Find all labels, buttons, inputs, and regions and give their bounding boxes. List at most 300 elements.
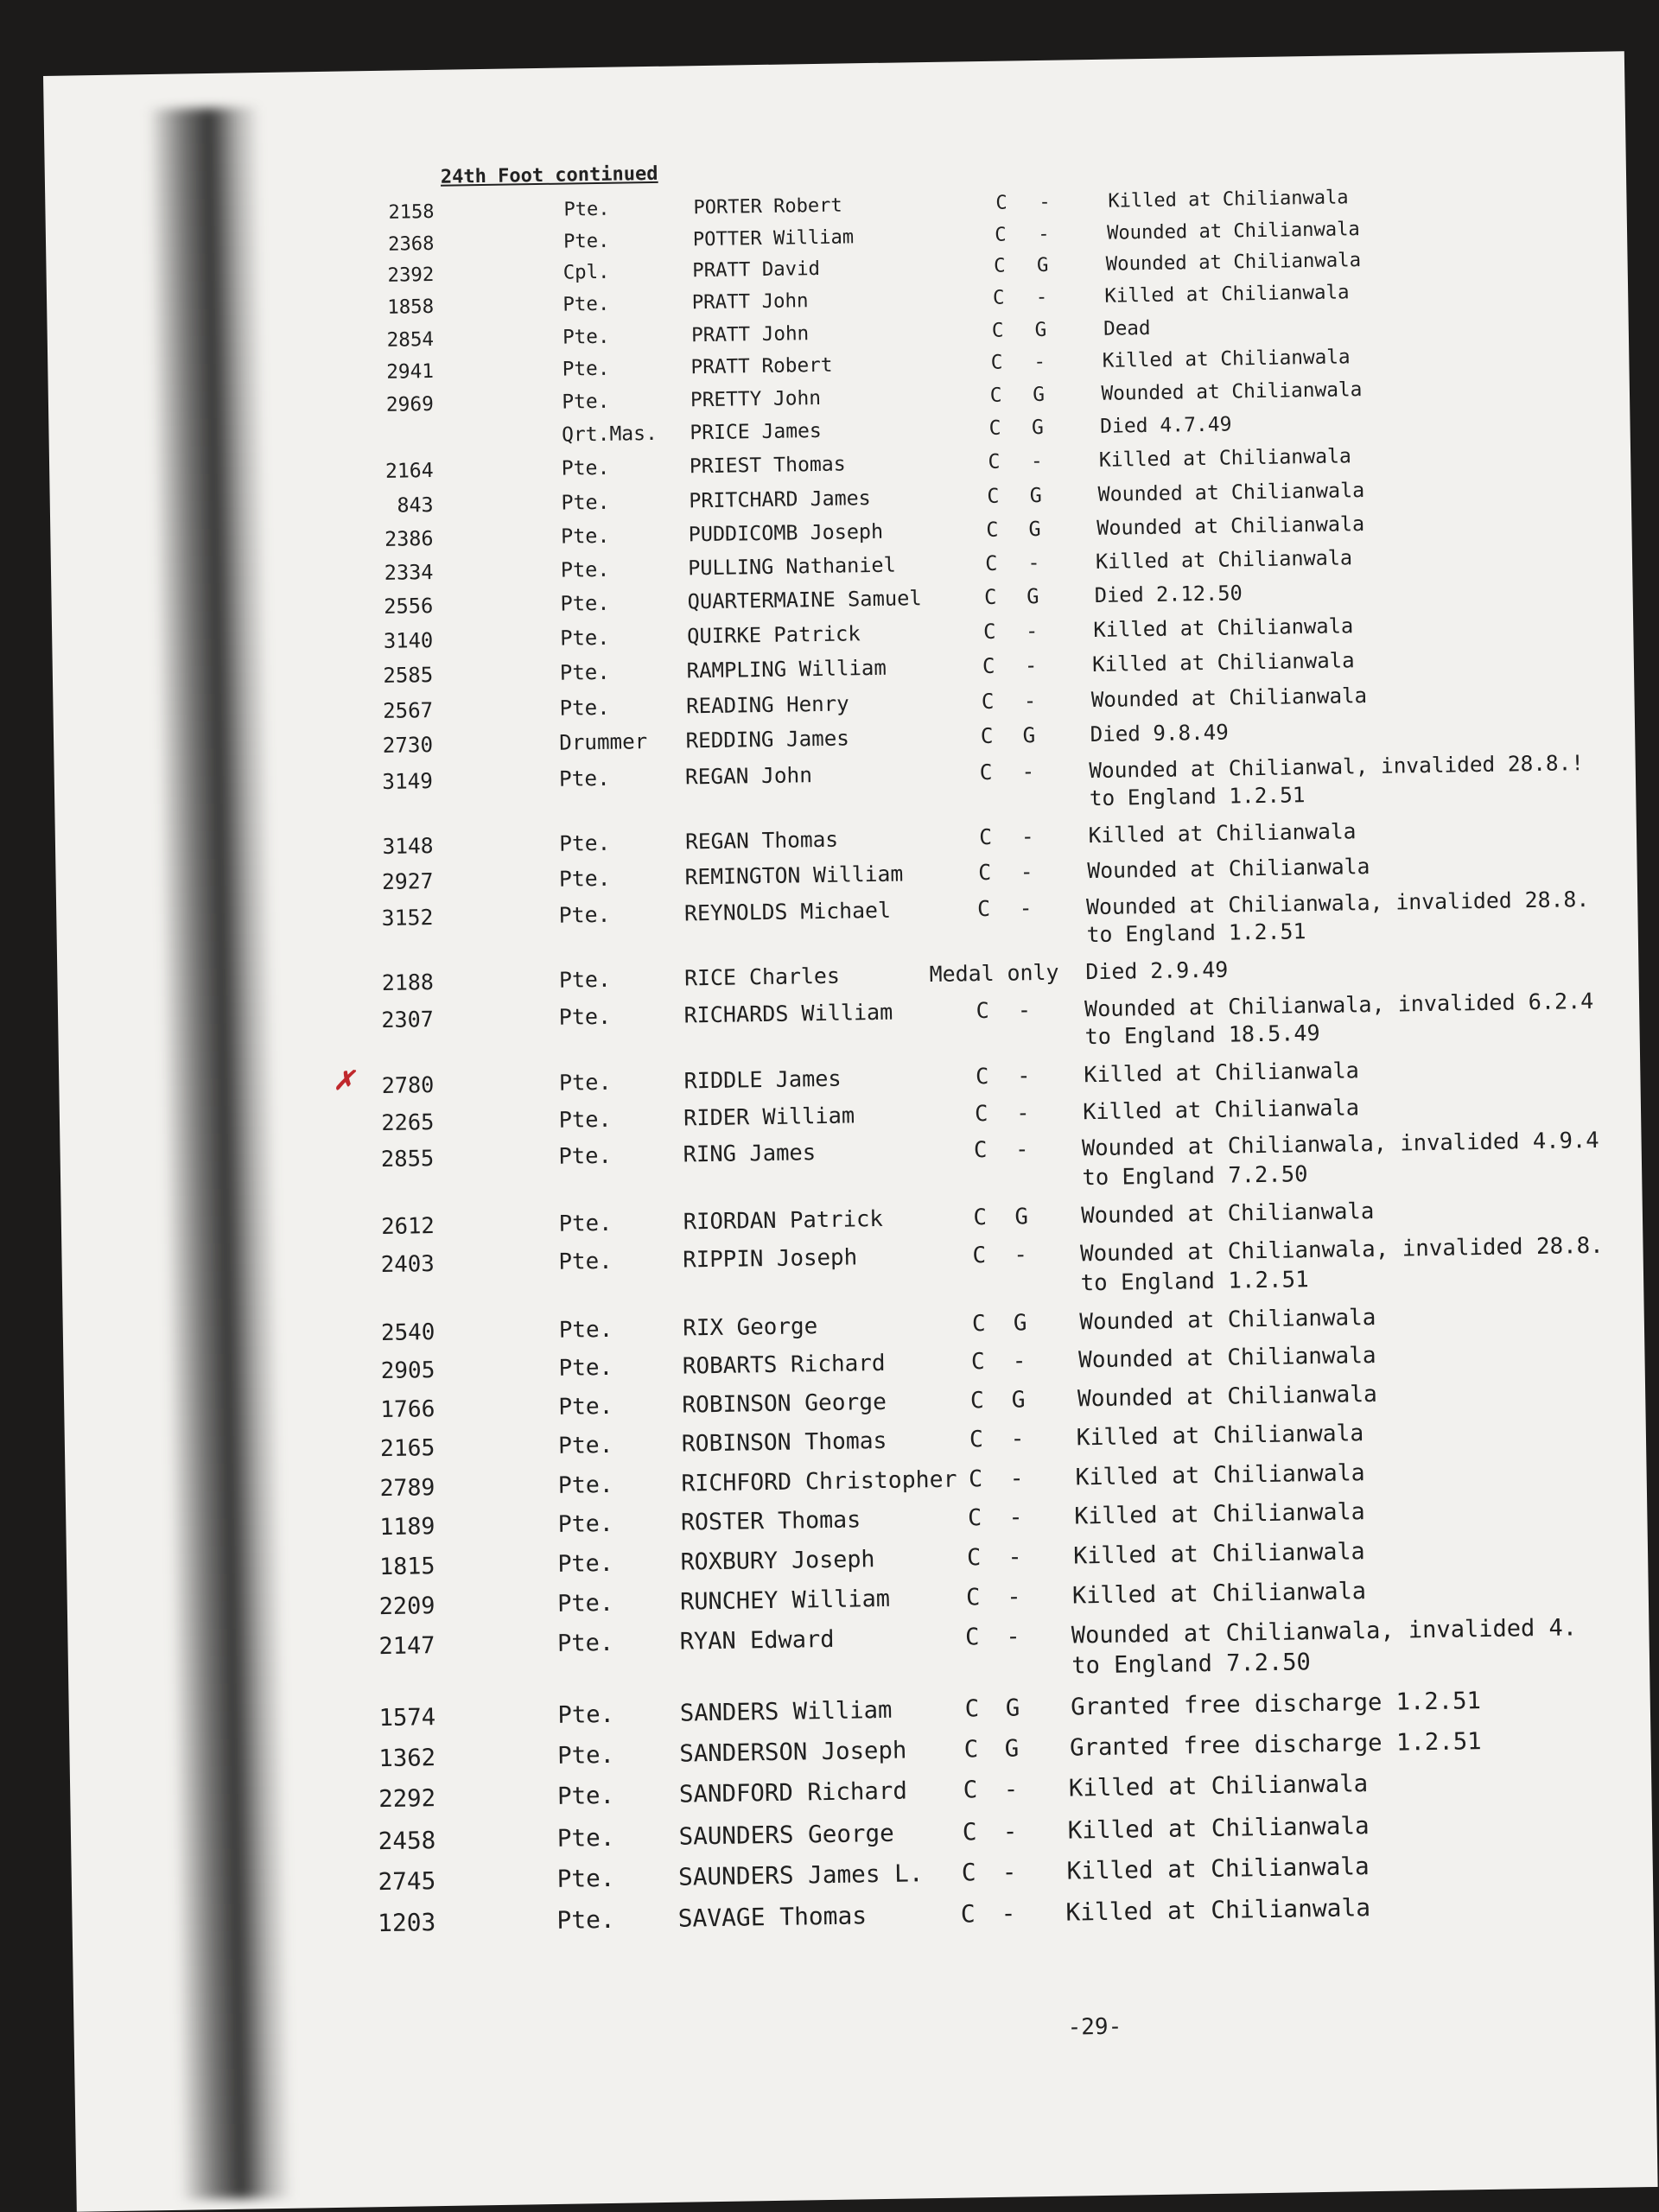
rank: Pte. xyxy=(562,358,610,381)
soldier-name: ROSTER Thomas xyxy=(680,1506,861,1536)
fate-text: Wounded at Chilianwala xyxy=(1105,249,1362,276)
clasp-g: G xyxy=(1033,384,1046,407)
rank: Pte. xyxy=(556,1630,614,1658)
table-row xyxy=(69,1686,1650,1732)
table-row xyxy=(55,814,1637,859)
fate-text: Killed at Chilianwala xyxy=(1088,817,1357,848)
fate-text-continued: to England 7.2.50 xyxy=(1071,1649,1311,1680)
clasp-g: - xyxy=(1002,1816,1018,1846)
medal-c: C xyxy=(964,1624,980,1651)
medal-c: C xyxy=(990,351,1003,375)
clasp-g: G xyxy=(1034,318,1047,341)
clasp-g: - xyxy=(1008,1503,1023,1531)
rank: Pte. xyxy=(556,1905,615,1936)
service-number: 1815 xyxy=(378,1553,435,1581)
soldier-name: SAUNDERS George xyxy=(678,1818,894,1851)
clasp-g: - xyxy=(1039,191,1051,213)
medal-c: C xyxy=(961,1858,976,1887)
medal-c: C xyxy=(963,1736,979,1764)
rank: Pte. xyxy=(558,967,612,994)
table-row xyxy=(61,1195,1643,1241)
medal-c: C xyxy=(982,620,996,645)
medal-c: C xyxy=(986,517,999,542)
clasp-g: - xyxy=(1009,1465,1024,1492)
rank: Pte. xyxy=(563,293,610,316)
table-row xyxy=(67,1614,1649,1680)
service-number: 2969 xyxy=(385,393,435,416)
service-number: 2265 xyxy=(381,1109,435,1136)
rank: Pte. xyxy=(563,229,610,253)
clasp-g: G xyxy=(1036,254,1049,277)
medal-c: C xyxy=(988,450,1001,474)
clasp-g: - xyxy=(1010,1426,1025,1452)
rank: Pte. xyxy=(558,1070,612,1096)
soldier-name: PULLING Nathaniel xyxy=(688,552,896,581)
table-row xyxy=(71,1808,1652,1855)
rank: Pte. xyxy=(557,1589,614,1618)
clasp-g: - xyxy=(1003,1776,1019,1803)
table-row xyxy=(47,276,1628,320)
medal-c: C xyxy=(989,384,1002,408)
rank: Pte. xyxy=(562,390,610,414)
table-row xyxy=(54,715,1635,759)
clasp-g: - xyxy=(1033,351,1046,374)
fate-text: Wounded at Chilianwala, invalided 4.9.4 xyxy=(1081,1128,1599,1162)
rank: Pte. xyxy=(556,1822,615,1853)
medal-c: C xyxy=(965,1584,981,1611)
rank: Pte. xyxy=(558,1393,613,1421)
service-number: 2158 xyxy=(388,200,435,224)
fate-text: Wounded at Chilianwal, invalided 28.8.! xyxy=(1089,750,1585,784)
fate-text-continued: to England 1.2.51 xyxy=(1086,918,1306,948)
service-number: 2307 xyxy=(381,1006,435,1033)
table-row xyxy=(54,750,1636,811)
table-row xyxy=(64,1378,1645,1423)
service-number: 2540 xyxy=(380,1319,435,1346)
soldier-name: RIDDLE James xyxy=(683,1065,842,1094)
soldier-name: REMINGTON William xyxy=(684,861,904,890)
fate-text: Wounded at Chilianwala xyxy=(1101,378,1363,405)
rank: Pte. xyxy=(562,325,610,349)
service-number: 2745 xyxy=(378,1866,436,1897)
soldier-name: POTTER William xyxy=(692,225,855,251)
table-row xyxy=(57,951,1638,996)
soldier-name: READING Henry xyxy=(685,691,849,719)
medal-c: C xyxy=(963,1777,978,1804)
clasp-g: - xyxy=(1030,449,1043,473)
table-row xyxy=(45,181,1626,224)
service-number: 2292 xyxy=(378,1785,436,1814)
medal-c: C xyxy=(995,223,1007,246)
table-row xyxy=(60,1128,1642,1191)
rank: Pte. xyxy=(558,865,611,892)
medal-c: C xyxy=(967,1504,982,1532)
rank: Pte. xyxy=(556,1783,615,1811)
service-number: 843 xyxy=(397,493,434,518)
fate-text: Wounded at Chilianwala xyxy=(1077,1381,1378,1413)
fate-text: Killed at Chilianwala xyxy=(1084,1058,1360,1088)
document-page xyxy=(43,51,1658,2211)
medal-c: C xyxy=(973,1205,988,1231)
service-number: 2941 xyxy=(386,360,435,385)
rank: Drummer xyxy=(559,729,648,756)
clasp-g: - xyxy=(1035,286,1048,309)
soldier-name: RING James xyxy=(683,1140,817,1168)
clasp-g: G xyxy=(1022,723,1036,748)
medal-c: C xyxy=(970,1349,985,1376)
fate-text: Wounded at Chilianwala, invalided 28.8. xyxy=(1079,1232,1604,1268)
soldier-name: RIPPIN Joseph xyxy=(682,1244,858,1274)
service-number: 1189 xyxy=(379,1513,435,1541)
table-row xyxy=(56,886,1637,948)
service-number: 3140 xyxy=(383,628,434,654)
medal-c: C xyxy=(973,1137,988,1164)
clasp-g: - xyxy=(1027,550,1040,575)
service-number: 2905 xyxy=(380,1357,435,1385)
service-number: 1203 xyxy=(377,1908,436,1938)
table-row xyxy=(48,373,1630,416)
clasp-g: - xyxy=(1020,823,1034,849)
service-number: 2368 xyxy=(387,232,435,256)
rank: Pte. xyxy=(556,1864,615,1894)
medal-c: C xyxy=(971,1310,986,1338)
service-number: 2789 xyxy=(379,1473,435,1502)
soldier-name: PUDDICOMB Joseph xyxy=(688,518,884,546)
table-row xyxy=(69,1726,1650,1773)
clasp-g: G xyxy=(1028,516,1041,541)
soldier-name: ROBINSON Thomas xyxy=(681,1427,887,1458)
clasp-g: - xyxy=(1024,653,1038,678)
service-number: 2209 xyxy=(378,1592,435,1621)
medal-c: C xyxy=(992,286,1005,310)
fate-text: Killed at Chilianwala xyxy=(1093,613,1354,643)
soldier-name: RIX George xyxy=(683,1313,818,1342)
fate-text: Killed at Chilianwala xyxy=(1091,648,1355,677)
clasp-g: G xyxy=(1011,1387,1026,1414)
medal-c: C xyxy=(976,895,991,922)
rank: Pte. xyxy=(559,660,610,686)
service-number: 2780 xyxy=(381,1072,435,1099)
clasp-g: - xyxy=(1020,859,1033,885)
clasp-g: - xyxy=(1001,1898,1016,1929)
soldier-name: ROBINSON George xyxy=(682,1389,887,1419)
rank: Cpl. xyxy=(563,260,610,284)
fate-text-continued: to England 1.2.51 xyxy=(1089,782,1306,811)
fate-text: Killed at Chilianwala xyxy=(1074,1498,1365,1530)
clasp-g: - xyxy=(1023,688,1037,714)
soldier-name: QUARTERMAINE Samuel xyxy=(687,586,922,614)
service-number: 1574 xyxy=(378,1704,436,1732)
soldier-name: SANDERSON Joseph xyxy=(679,1737,907,1768)
table-row xyxy=(59,1053,1640,1099)
rank: Pte. xyxy=(561,456,610,480)
rank: Qrt.Mas. xyxy=(561,423,658,447)
service-number: 1858 xyxy=(387,296,435,320)
fate-text: Died 2.9.49 xyxy=(1085,957,1229,985)
table-row xyxy=(53,645,1634,689)
medal-c: C xyxy=(987,484,1000,508)
medal-c: C xyxy=(979,823,993,849)
soldier-name: REGAN Thomas xyxy=(684,826,839,855)
clasp-g: G xyxy=(1014,1204,1029,1230)
rank: Pte. xyxy=(561,490,610,515)
soldier-name: RYAN Edward xyxy=(679,1626,835,1656)
service-number: 2386 xyxy=(384,525,434,551)
service-number: 2403 xyxy=(380,1251,435,1279)
medal-c: C xyxy=(985,550,998,575)
soldier-name: ROBARTS Richard xyxy=(682,1351,886,1380)
soldier-name: SANDERS William xyxy=(679,1697,893,1727)
service-number: 2392 xyxy=(387,264,435,288)
fate-text: Killed at Chilianwala xyxy=(1102,346,1351,373)
table-row xyxy=(52,575,1633,620)
table-row xyxy=(48,340,1629,385)
service-number: 2730 xyxy=(382,733,434,759)
fate-text: Killed at Chilianwala xyxy=(1066,1852,1370,1885)
rank: Pte. xyxy=(558,1003,612,1030)
fate-text: Wounded at Chilianwala xyxy=(1087,854,1370,884)
soldier-name: REDDING James xyxy=(685,726,850,753)
soldier-name: QUIRKE Patrick xyxy=(686,621,861,649)
clasp-g: - xyxy=(1007,1583,1021,1611)
soldier-name: ROXBURY Joseph xyxy=(680,1546,875,1576)
medal-c: C xyxy=(977,859,992,886)
fate-text: Killed at Chilianwala xyxy=(1071,1578,1367,1610)
medal-c: C xyxy=(981,689,995,714)
service-number: 2927 xyxy=(381,868,434,895)
soldier-name: RICHARDS William xyxy=(683,999,893,1028)
rank: Pte. xyxy=(557,1510,613,1539)
rank: Pte. xyxy=(557,1432,613,1459)
rank: Pte. xyxy=(560,591,610,617)
fate-text: Killed at Chilianwala xyxy=(1075,1459,1365,1491)
rank: Pte. xyxy=(557,1549,614,1578)
soldier-name: SAVAGE Thomas xyxy=(677,1901,868,1933)
fate-text: Died 9.8.49 xyxy=(1090,721,1229,747)
service-number: 3148 xyxy=(382,832,434,859)
service-number: 2458 xyxy=(378,1825,436,1855)
clasp-g: G xyxy=(1029,483,1042,507)
table-row xyxy=(61,1232,1643,1296)
clasp-g: - xyxy=(1038,222,1050,245)
medal-c: C xyxy=(988,417,1001,441)
table-row xyxy=(58,988,1639,1050)
table-row xyxy=(52,609,1633,654)
fate-text: Killed at Chilianwala xyxy=(1098,445,1352,472)
soldier-name: SAUNDERS James L. xyxy=(677,1859,924,1891)
medal-c: Medal only xyxy=(929,960,1059,988)
fate-text: Wounded at Chilianwala xyxy=(1081,1198,1375,1230)
soldier-name: PRICE James xyxy=(690,420,822,445)
service-number: 2855 xyxy=(380,1146,435,1173)
clasp-g: - xyxy=(1001,1857,1017,1887)
clasp-g: - xyxy=(1006,1623,1020,1650)
fate-text: Killed at Chilianwala xyxy=(1082,1095,1360,1125)
rank: Pte. xyxy=(558,766,610,792)
soldier-name: RICHFORD Christopher xyxy=(681,1465,957,1497)
clasp-g: - xyxy=(1014,1242,1028,1268)
service-number: 2854 xyxy=(386,327,435,352)
rank: Pte. xyxy=(557,1741,615,1770)
medal-c: C xyxy=(983,585,997,610)
clasp-g: G xyxy=(1005,1694,1020,1722)
service-number: 2147 xyxy=(378,1632,435,1661)
rank: Pte. xyxy=(558,1316,613,1344)
clasp-g: - xyxy=(1012,1348,1027,1375)
fate-text: Killed at Chilianwala xyxy=(1108,187,1349,213)
page-number: -29- xyxy=(1067,2013,1122,2041)
clasp-g: - xyxy=(1014,1136,1029,1163)
table-row xyxy=(63,1339,1644,1385)
soldier-name: SANDFORD Richard xyxy=(678,1777,908,1808)
service-number: 2164 xyxy=(385,459,434,483)
fate-text: Wounded at Chilianwala, invalided 4. xyxy=(1071,1614,1578,1649)
medal-c: C xyxy=(972,1243,987,1269)
table-row xyxy=(66,1495,1647,1541)
medal-c: C xyxy=(969,1387,985,1414)
fate-text: Wounded at Chilianwala, invalided 6.2.4 xyxy=(1084,988,1594,1022)
table-row xyxy=(56,849,1637,895)
red-check-mark: ✗ xyxy=(333,1065,355,1097)
clasp-g: - xyxy=(1015,1100,1030,1126)
rank: Pte. xyxy=(558,1107,612,1134)
clasp-g: G xyxy=(1026,584,1039,609)
medal-c: C xyxy=(974,1101,988,1127)
clasp-g: G xyxy=(1031,416,1045,440)
service-number: 1766 xyxy=(380,1395,435,1423)
fate-text: Killed at Chilianwala xyxy=(1068,1770,1369,1802)
rank: Pte. xyxy=(559,626,610,651)
soldier-name: PRIEST Thomas xyxy=(689,453,846,479)
soldier-name: PRITCHARD James xyxy=(689,486,871,512)
soldier-name: REGAN John xyxy=(684,762,813,790)
rank: Pte. xyxy=(563,198,610,221)
service-number: 3149 xyxy=(382,768,434,795)
soldier-name: PRATT John xyxy=(691,289,809,315)
rank: Pte. xyxy=(558,1211,613,1238)
fate-text: Wounded at Chilianwala xyxy=(1096,511,1365,540)
rank: Pte. xyxy=(560,523,610,549)
fate-text: Killed at Chilianwala xyxy=(1104,281,1350,308)
service-number: 2612 xyxy=(380,1213,435,1241)
medal-c: C xyxy=(982,654,995,679)
table-row xyxy=(65,1417,1646,1462)
table-row xyxy=(51,541,1632,585)
soldier-name: PRATT John xyxy=(690,321,810,346)
fate-text-continued: to England 7.2.50 xyxy=(1082,1160,1308,1191)
table-row xyxy=(72,1849,1653,1897)
medal-c: C xyxy=(968,1465,983,1493)
clasp-g: G xyxy=(1004,1735,1020,1763)
medal-c: C xyxy=(960,1899,976,1929)
soldier-name: PORTER Robert xyxy=(693,194,842,219)
service-number: 2165 xyxy=(379,1434,435,1462)
rank: Pte. xyxy=(557,1701,615,1730)
service-number: 3152 xyxy=(381,904,434,931)
table-row xyxy=(53,679,1634,723)
clasp-g: - xyxy=(1007,1543,1022,1571)
soldier-name: RAMPLING William xyxy=(686,656,887,683)
fate-text: Died 4.7.49 xyxy=(1099,413,1232,439)
rank: Pte. xyxy=(558,1355,613,1382)
service-number: 1362 xyxy=(378,1745,436,1773)
medal-c: C xyxy=(995,192,1007,214)
medal-c: C xyxy=(964,1695,980,1723)
medal-c: C xyxy=(962,1816,977,1847)
fate-text: Wounded at Chilianwala xyxy=(1090,683,1368,712)
rank: Pte. xyxy=(558,1248,613,1275)
soldier-name: RUNCHEY William xyxy=(679,1585,891,1616)
fate-text-continued: to England 1.2.51 xyxy=(1080,1266,1309,1296)
rank: Pte. xyxy=(559,695,610,721)
table-row xyxy=(49,440,1630,483)
table-row xyxy=(70,1767,1651,1814)
soldier-name: RIDER William xyxy=(683,1103,855,1131)
service-number: 2334 xyxy=(384,559,434,585)
table-row xyxy=(67,1535,1648,1581)
soldier-name: RICE Charles xyxy=(683,963,841,991)
medal-c: C xyxy=(991,319,1004,342)
fate-text: Wounded at Chilianwala xyxy=(1077,1343,1376,1374)
fate-text: Wounded at Chilianwala xyxy=(1079,1304,1376,1336)
soldier-name: PRATT David xyxy=(692,257,821,283)
table-row xyxy=(48,308,1629,352)
section-header: 24th Foot continued xyxy=(440,162,658,188)
service-number: 2556 xyxy=(384,594,434,620)
fate-text: Wounded at Chilianwala xyxy=(1106,217,1360,245)
fate-text: Granted free discharge 1.2.51 xyxy=(1069,1728,1482,1762)
table-row xyxy=(72,1891,1653,1938)
fate-text: Killed at Chilianwala xyxy=(1076,1420,1364,1452)
roll-list xyxy=(43,51,1658,2211)
fate-text: Died 2.12.50 xyxy=(1094,581,1243,608)
fate-text: Granted free discharge 1.2.51 xyxy=(1071,1688,1482,1721)
soldier-name: REYNOLDS Michael xyxy=(683,897,892,926)
medal-c: C xyxy=(980,724,994,749)
table-row xyxy=(63,1301,1644,1346)
rank: Pte. xyxy=(558,901,611,928)
rank: Pte. xyxy=(557,1471,613,1499)
medal-c: C xyxy=(966,1544,982,1572)
fate-text: Killed at Chilianwala xyxy=(1065,1893,1371,1927)
medal-c: C xyxy=(979,760,993,785)
table-row xyxy=(66,1456,1647,1502)
clasp-g: - xyxy=(1021,759,1035,785)
fate-text: Killed at Chilianwala xyxy=(1067,1810,1370,1845)
medal-c: C xyxy=(969,1426,984,1453)
fate-text: Wounded at Chilianwala xyxy=(1097,478,1365,506)
rank: Pte. xyxy=(558,1143,613,1171)
table-row xyxy=(67,1574,1649,1621)
clasp-g: G xyxy=(1013,1310,1027,1337)
fate-text: Wounded at Chilianwala, invalided 28.8. xyxy=(1085,886,1590,920)
service-number xyxy=(347,425,434,427)
clasp-g: - xyxy=(1019,895,1033,921)
soldier-name: PRETTY John xyxy=(690,387,822,412)
service-number: 2188 xyxy=(381,969,435,996)
fate-text: Killed at Chilianwala xyxy=(1072,1538,1365,1570)
soldier-name: PRATT Robert xyxy=(690,353,833,379)
fate-text: Killed at Chilianwala xyxy=(1095,545,1353,574)
table-row xyxy=(60,1090,1641,1136)
medal-c: C xyxy=(976,997,989,1024)
medal-c: C xyxy=(993,254,1006,278)
rank: Pte. xyxy=(560,556,610,582)
soldier-name: RIORDAN Patrick xyxy=(683,1206,884,1236)
table-row xyxy=(48,407,1630,447)
rank: Pte. xyxy=(559,830,611,856)
service-number: 2567 xyxy=(382,697,434,723)
